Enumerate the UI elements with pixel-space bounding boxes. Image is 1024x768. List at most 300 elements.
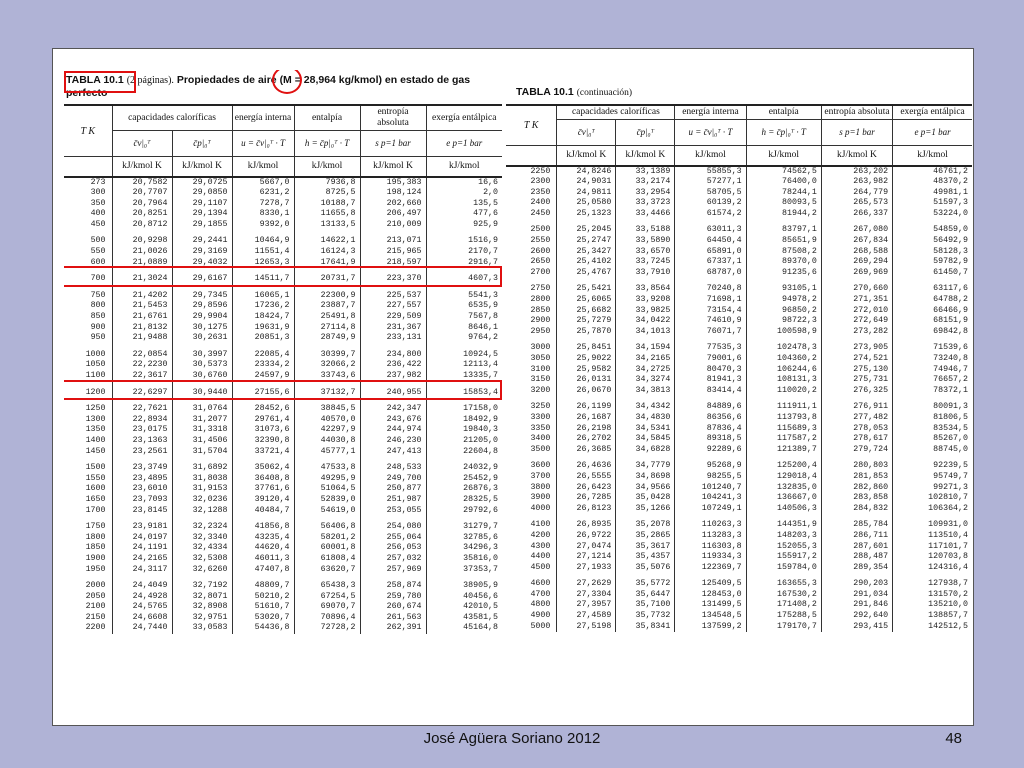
value-cell: 242,347 [360, 398, 426, 415]
value-cell: 32,9751 [172, 613, 232, 624]
table-row [506, 483, 972, 494]
value-cell: 206,497 [360, 209, 426, 220]
table-row [506, 188, 972, 199]
value-cell: 104241,3 [675, 493, 746, 504]
value-cell: 243,676 [360, 415, 426, 426]
value-cell: 35062,4 [232, 457, 294, 474]
value-cell: 269,969 [821, 268, 892, 279]
value-cell: 125409,5 [675, 573, 746, 590]
value-cell: 477,6 [473, 209, 499, 219]
value-cell: 10464,9 [232, 230, 294, 247]
temperature-cell: 1950 [64, 565, 112, 576]
value-cell: 30,2631 [172, 333, 232, 344]
value-cell: 16124,3 [294, 247, 360, 258]
value-cell: 27,4589 [557, 611, 616, 622]
value-cell: 33,6570 [616, 247, 675, 258]
value-cell: 31,4506 [172, 436, 232, 447]
value-cell: 76657,2 [933, 375, 968, 385]
value-cell: 30399,7 [294, 344, 360, 361]
value-cell: 282,860 [821, 483, 892, 494]
value-cell: 925,9 [473, 219, 499, 229]
header-group: capacidades caloríficas [112, 105, 232, 131]
header-temperature: T K [64, 105, 112, 157]
value-cell: 136667,0 [746, 493, 821, 504]
value-cell: 35,5076 [616, 563, 675, 574]
value-cell: 248,533 [360, 457, 426, 474]
header-symbol: c̄v|₀ᵀ [112, 131, 172, 157]
header-temperature: T K [506, 105, 557, 146]
value-cell: 35,3617 [616, 542, 675, 553]
value-cell: 32785,6 [463, 532, 499, 542]
value-cell: 51610,7 [232, 602, 294, 613]
temperature-cell: 1900 [64, 554, 112, 565]
value-cell: 195,383 [360, 177, 426, 189]
temperature-cell: 3600 [506, 455, 557, 472]
value-cell: 98722,3 [746, 316, 821, 327]
value-cell: 20851,3 [232, 333, 294, 344]
value-cell: 14511,7 [232, 268, 294, 285]
value-cell: 25,0580 [557, 198, 616, 209]
value-cell: 83797,1 [746, 219, 821, 236]
value-cell: 45777,1 [294, 447, 360, 458]
table-row [64, 457, 502, 474]
value-cell: 270,660 [821, 278, 892, 295]
value-cell: 30,6760 [172, 371, 232, 382]
table-row [64, 436, 502, 447]
value-cell: 66466,9 [933, 305, 968, 315]
table-row [506, 219, 972, 236]
value-cell: 24032,9 [463, 463, 499, 473]
value-cell: 25,5421 [557, 278, 616, 295]
value-cell: 33,5890 [616, 236, 675, 247]
value-cell: 29,8596 [172, 301, 232, 312]
value-cell: 24,5765 [112, 602, 172, 613]
table-row [64, 506, 502, 517]
value-cell: 233,131 [360, 333, 426, 344]
temperature-cell: 4900 [506, 611, 557, 622]
value-cell: 55855,3 [675, 166, 746, 178]
value-cell: 32,2324 [172, 516, 232, 533]
temperature-cell: 900 [64, 323, 112, 334]
value-cell: 34,3274 [616, 375, 675, 386]
value-cell: 63620,7 [294, 565, 360, 576]
value-cell: 281,853 [821, 472, 892, 483]
value-cell: 264,779 [821, 188, 892, 199]
table-row [506, 542, 972, 553]
temperature-cell: 1800 [64, 533, 112, 544]
value-cell: 34,8698 [616, 472, 675, 483]
header-unit: kJ/kmol [426, 157, 502, 177]
value-cell: 33,5188 [616, 219, 675, 236]
temperature-cell: 600 [64, 258, 112, 269]
header-unit: kJ/kmol K [557, 146, 616, 166]
header-unit: kJ/kmol K [616, 146, 675, 166]
value-cell: 34,2165 [616, 354, 675, 365]
value-cell: 120703,8 [928, 552, 968, 562]
value-cell: 138857,7 [928, 611, 968, 621]
table-row [64, 209, 502, 220]
value-cell: 34,1013 [616, 327, 675, 338]
value-cell: 280,803 [821, 455, 892, 472]
value-cell: 27,3304 [557, 590, 616, 601]
value-cell: 25,6682 [557, 306, 616, 317]
temperature-cell: 2800 [506, 295, 557, 306]
table-row [64, 575, 502, 592]
value-cell: 163655,3 [746, 573, 821, 590]
value-cell: 46011,3 [232, 554, 294, 565]
temperature-cell: 2350 [506, 188, 557, 199]
value-cell: 26,0670 [557, 386, 616, 397]
value-cell: 287,601 [821, 542, 892, 553]
value-cell: 210,009 [360, 220, 426, 231]
value-cell: 8646,1 [468, 322, 499, 332]
value-cell: 36408,8 [232, 474, 294, 485]
table-row [506, 375, 972, 386]
temperature-cell: 2450 [506, 209, 557, 220]
value-cell: 7936,8 [294, 177, 360, 189]
value-cell: 127938,7 [928, 579, 968, 589]
header-symbol: c̄p|₀ᵀ [616, 120, 675, 146]
value-cell: 35,6447 [616, 590, 675, 601]
value-cell: 25,2747 [557, 236, 616, 247]
table-row [506, 278, 972, 295]
value-cell: 69842,8 [933, 326, 968, 336]
value-cell: 26,7285 [557, 493, 616, 504]
value-cell: 261,563 [360, 613, 426, 624]
value-cell: 58201,2 [294, 533, 360, 544]
value-cell: 155917,2 [746, 552, 821, 563]
value-cell: 63117,6 [933, 284, 968, 294]
temperature-cell: 4600 [506, 573, 557, 590]
value-cell: 43235,4 [232, 533, 294, 544]
value-cell: 50210,2 [232, 592, 294, 603]
value-cell: 113793,8 [746, 413, 821, 424]
value-cell: 32,5308 [172, 554, 232, 565]
value-cell: 101240,7 [675, 483, 746, 494]
value-cell: 142512,5 [928, 621, 968, 631]
value-cell: 60001,8 [294, 543, 360, 554]
table-row [64, 199, 502, 210]
temperature-cell: 1350 [64, 425, 112, 436]
value-cell: 67337,1 [675, 257, 746, 268]
temperature-cell: 3000 [506, 337, 557, 354]
value-cell: 17158,0 [463, 404, 499, 414]
value-cell: 22300,9 [294, 285, 360, 302]
temperature-cell: 450 [64, 220, 112, 231]
value-cell: 85651,9 [746, 236, 821, 247]
table-row [64, 323, 502, 334]
table-row [64, 565, 502, 576]
value-cell: 272,010 [821, 306, 892, 317]
tabla-label-cont: TABLA 10.1 [516, 86, 574, 98]
header-symbol: u = c̄v|₀ᵀ · T [675, 120, 746, 146]
temperature-cell: 1250 [64, 398, 112, 415]
header-group: entropía absoluta [360, 105, 426, 131]
value-cell: 34,3813 [616, 386, 675, 397]
value-cell: 291,846 [821, 600, 892, 611]
value-cell: 27,3957 [557, 600, 616, 611]
value-cell: 54859,0 [933, 225, 968, 235]
value-cell: 34,0422 [616, 316, 675, 327]
value-cell: 26,2702 [557, 434, 616, 445]
value-cell: 269,294 [821, 257, 892, 268]
value-cell: 140506,3 [746, 504, 821, 515]
temperature-cell: 3700 [506, 472, 557, 483]
value-cell: 175288,5 [746, 611, 821, 622]
slide-page-number: 48 [945, 730, 962, 747]
value-cell: 95749,7 [933, 471, 968, 481]
value-cell: 21,4202 [112, 285, 172, 302]
value-cell: 26,0131 [557, 375, 616, 386]
value-cell: 80091,3 [933, 402, 968, 412]
value-cell: 24,9811 [557, 188, 616, 199]
value-cell: 20,9298 [112, 230, 172, 247]
table-row [506, 166, 972, 178]
value-cell: 272,649 [821, 316, 892, 327]
temperature-cell: 2200 [64, 623, 112, 634]
value-cell: 113510,4 [928, 530, 968, 540]
value-cell: 129018,4 [746, 472, 821, 483]
value-cell: 24,0197 [112, 533, 172, 544]
temperature-cell: 3050 [506, 354, 557, 365]
pages-note: (2 páginas). [126, 75, 174, 86]
temperature-cell: 4800 [506, 600, 557, 611]
value-cell: 80093,5 [746, 198, 821, 209]
value-cell: 32390,8 [232, 436, 294, 447]
table-row [64, 301, 502, 312]
table-row [506, 236, 972, 247]
temperature-cell: 1750 [64, 516, 112, 533]
value-cell: 52839,0 [294, 495, 360, 506]
value-cell: 273,905 [821, 337, 892, 354]
temperature-cell: 1650 [64, 495, 112, 506]
temperature-cell: 4700 [506, 590, 557, 601]
value-cell: 255,064 [360, 533, 426, 544]
temperature-cell: 3200 [506, 386, 557, 397]
value-cell: 26,1199 [557, 396, 616, 413]
table-row [64, 312, 502, 323]
temperature-cell: 2700 [506, 268, 557, 279]
value-cell: 32,0236 [172, 495, 232, 506]
value-cell: 26,9722 [557, 531, 616, 542]
value-cell: 121389,7 [746, 445, 821, 456]
value-cell: 179170,7 [746, 622, 821, 633]
value-cell: 110020,2 [746, 386, 821, 397]
value-cell: 148203,3 [746, 531, 821, 542]
temperature-cell: 2300 [506, 177, 557, 188]
value-cell: 258,874 [360, 575, 426, 592]
value-cell: 250,877 [360, 484, 426, 495]
value-cell: 98255,5 [675, 472, 746, 483]
header-symbol: s p=1 bar [821, 120, 892, 146]
value-cell: 47407,8 [232, 565, 294, 576]
value-cell: 11551,4 [232, 247, 294, 258]
header-symbol: u = c̄v|₀ᵀ · T [232, 131, 294, 157]
value-cell: 22085,4 [232, 344, 294, 361]
temperature-cell: 3150 [506, 375, 557, 386]
table-row [506, 563, 972, 574]
value-cell: 44620,4 [232, 543, 294, 554]
value-cell: 58128,3 [933, 246, 968, 256]
value-cell: 20,7707 [112, 188, 172, 199]
table-row [506, 413, 972, 424]
value-cell: 249,700 [360, 474, 426, 485]
temperature-cell: 350 [64, 199, 112, 210]
table-row [64, 247, 502, 258]
value-cell: 135,5 [473, 198, 499, 208]
value-cell: 215,965 [360, 247, 426, 258]
value-cell: 73154,4 [675, 306, 746, 317]
value-cell: 7567,8 [468, 312, 499, 322]
value-cell: 48809,7 [232, 575, 294, 592]
value-cell: 244,974 [360, 425, 426, 436]
table-row [506, 590, 972, 601]
value-cell: 263,202 [821, 166, 892, 178]
value-cell: 25491,8 [294, 312, 360, 323]
value-cell: 1516,9 [468, 236, 499, 246]
value-cell: 96850,2 [746, 306, 821, 317]
value-cell: 42010,5 [463, 602, 499, 612]
table-row [506, 337, 972, 354]
value-cell: 59782,9 [933, 257, 968, 267]
value-cell: 25,7870 [557, 327, 616, 338]
value-cell: 29,2441 [172, 230, 232, 247]
value-cell: 37132,7 [294, 382, 360, 399]
temperature-cell: 750 [64, 285, 112, 302]
table-row [506, 327, 972, 338]
value-cell: 263,982 [821, 177, 892, 188]
header-unit: kJ/kmol [893, 146, 972, 166]
temperature-cell: 3900 [506, 493, 557, 504]
table-row [64, 474, 502, 485]
value-cell: 19840,3 [463, 425, 499, 435]
value-cell: 65438,3 [294, 575, 360, 592]
value-cell: 74946,7 [933, 364, 968, 374]
header-group: exergía entálpica [893, 105, 972, 120]
value-cell: 61808,4 [294, 554, 360, 565]
value-cell: 167530,2 [746, 590, 821, 601]
value-cell: 21,0026 [112, 247, 172, 258]
temperature-cell: 2150 [64, 613, 112, 624]
value-cell: 35,4357 [616, 552, 675, 563]
table-row [64, 613, 502, 624]
tabla-label: TABLA 10.1 [66, 74, 124, 86]
value-cell: 20,8712 [112, 220, 172, 231]
value-cell: 21,6761 [112, 312, 172, 323]
value-cell: 20,7582 [112, 177, 172, 189]
value-cell: 35816,0 [463, 553, 499, 563]
value-cell: 25,6065 [557, 295, 616, 306]
value-cell: 237,982 [360, 371, 426, 382]
value-cell: 102810,7 [928, 493, 968, 503]
value-cell: 21,3024 [112, 268, 172, 285]
temperature-cell: 3400 [506, 434, 557, 445]
value-cell: 275,130 [821, 365, 892, 376]
value-cell: 25,3427 [557, 247, 616, 258]
temperature-cell: 2000 [64, 575, 112, 592]
temperature-cell: 3350 [506, 424, 557, 435]
value-cell: 74562,5 [746, 166, 821, 178]
value-cell: 28749,9 [294, 333, 360, 344]
value-cell: 34,5341 [616, 424, 675, 435]
value-cell: 33,0583 [172, 623, 232, 634]
value-cell: 40456,6 [463, 591, 499, 601]
value-cell: 54436,8 [232, 623, 294, 634]
value-cell: 27155,6 [232, 382, 294, 399]
value-cell: 87508,2 [746, 247, 821, 258]
temperature-cell: 4300 [506, 542, 557, 553]
value-cell: 71698,1 [675, 295, 746, 306]
value-cell: 22,8934 [112, 415, 172, 426]
temperature-cell: 800 [64, 301, 112, 312]
value-cell: 29,0725 [172, 177, 232, 189]
table-row [506, 424, 972, 435]
value-cell: 67254,5 [294, 592, 360, 603]
header-group: entalpía [294, 105, 360, 131]
value-cell: 23,7093 [112, 495, 172, 506]
table-row [506, 295, 972, 306]
value-cell: 77535,3 [675, 337, 746, 354]
value-cell: 89318,5 [675, 434, 746, 445]
value-cell: 227,557 [360, 301, 426, 312]
value-cell: 24,6608 [112, 613, 172, 624]
value-cell: 88745,0 [933, 444, 968, 454]
table-row [506, 472, 972, 483]
value-cell: 92239,5 [933, 461, 968, 471]
value-cell: 40570,0 [294, 415, 360, 426]
title-after: (M = 28,964 kg/kmol) en estado de gas perfecto [66, 74, 471, 99]
temperature-cell: 3250 [506, 396, 557, 413]
value-cell: 231,367 [360, 323, 426, 334]
value-cell: 119334,3 [675, 552, 746, 563]
value-cell: 116303,8 [675, 542, 746, 553]
value-cell: 267,834 [821, 236, 892, 247]
temperature-cell: 3300 [506, 413, 557, 424]
value-cell: 53224,0 [933, 208, 968, 218]
temperature-cell: 1600 [64, 484, 112, 495]
value-cell: 124316,4 [928, 562, 968, 572]
value-cell: 22,6297 [112, 382, 172, 399]
value-cell: 35,8341 [616, 622, 675, 633]
value-cell: 41856,8 [232, 516, 294, 533]
value-cell: 23,6010 [112, 484, 172, 495]
value-cell: 21,0889 [112, 258, 172, 269]
table-row [64, 230, 502, 247]
temperature-cell: 1700 [64, 506, 112, 517]
value-cell: 78372,1 [933, 385, 968, 395]
value-cell: 26,6423 [557, 483, 616, 494]
temperature-cell: 550 [64, 247, 112, 258]
table-row [64, 258, 502, 269]
table-row [64, 333, 502, 344]
value-cell: 22604,8 [463, 446, 499, 456]
left-table-caption [64, 70, 502, 104]
value-cell: 34296,3 [463, 543, 499, 553]
temperature-cell: 300 [64, 188, 112, 199]
value-cell: 246,230 [360, 436, 426, 447]
value-cell: 104360,2 [746, 354, 821, 365]
value-cell: 251,987 [360, 495, 426, 506]
value-cell: 13133,5 [294, 220, 360, 231]
temperature-cell: 3500 [506, 445, 557, 456]
value-cell: 107249,1 [675, 504, 746, 515]
value-cell: 8330,1 [232, 209, 294, 220]
value-cell: 131499,5 [675, 600, 746, 611]
value-cell: 276,911 [821, 396, 892, 413]
continuation-note: (continuación) [576, 88, 633, 98]
air-properties-table-continuation [506, 104, 972, 632]
value-cell: 29,3169 [172, 247, 232, 258]
